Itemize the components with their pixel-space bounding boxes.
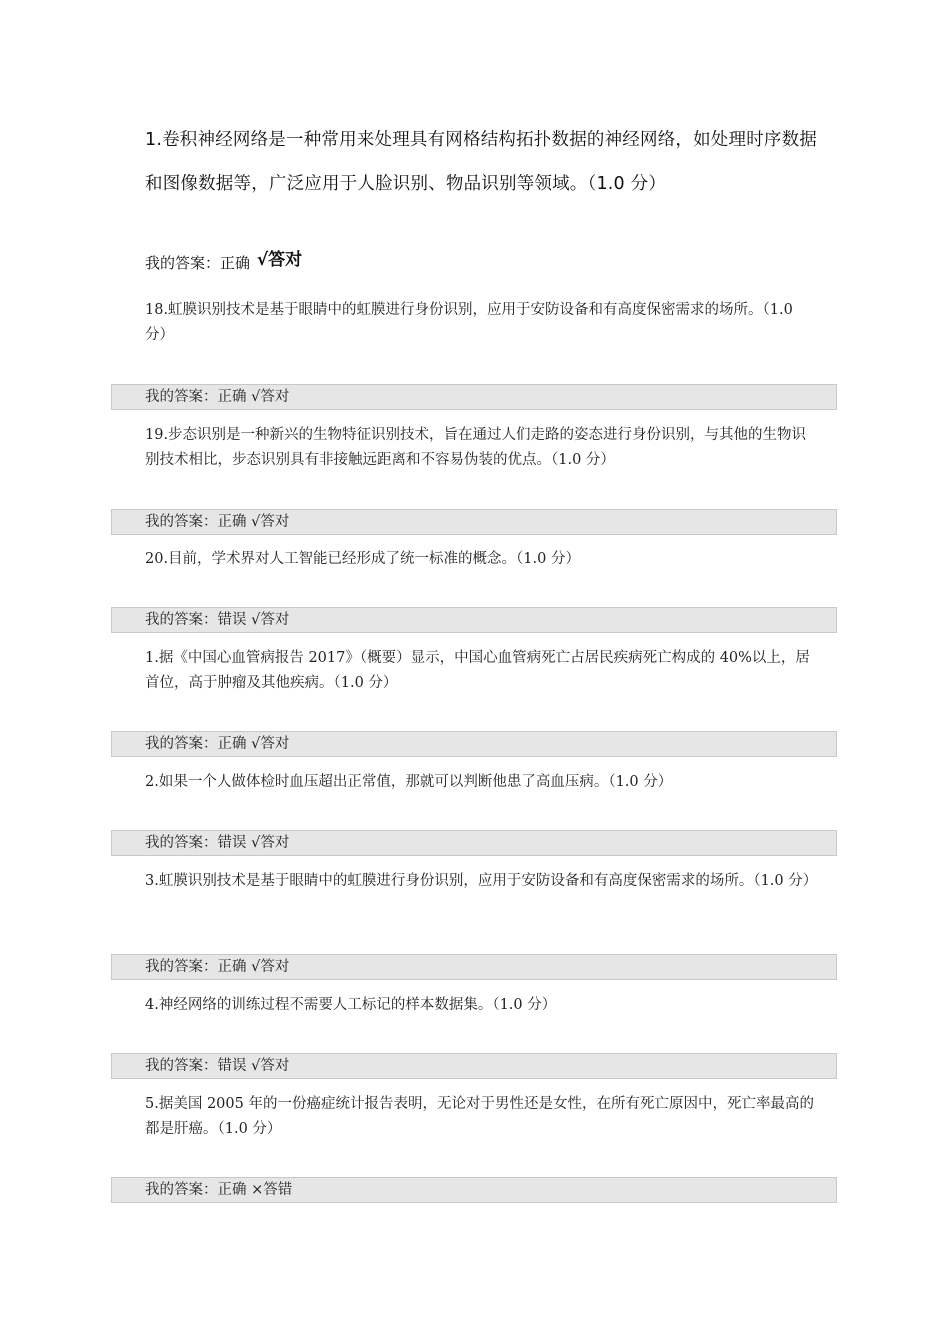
answer-text: 我的答案：正确 √答对 — [145, 514, 290, 530]
question-text: 4.神经网络的训练过程不需要人工标记的样本数据集。（1.0 分） — [145, 997, 557, 1013]
answer-text: 我的答案：正确 ×答错 — [145, 1182, 293, 1198]
question-text: 1.卷积神经网络是一种常用来处理具有网格结构拓扑数据的神经网络，如处理时序数据和图像数据等，广泛应用于人脸识别、物品识别等领域。（1.0 分） — [145, 130, 817, 194]
answer-text: 我的答案：正确 √答对 — [145, 959, 290, 975]
question-text: 1.据《中国心血管病报告 2017》（概要）显示，中国心血管病死亡占居民疾病死亡构成的 40%以上，居首位，高于肿瘤及其他疾病。（1.0 分） — [145, 650, 810, 691]
question-text: 2.如果一个人做体检时血压超出正常值，那就可以判断他患了高血压病。（1.0 分） — [145, 774, 673, 790]
answer-line — [145, 248, 302, 273]
answer-text: 我的答案：错误 √答对 — [145, 1058, 290, 1074]
question-text: 5.据美国 2005 年的一份癌症统计报告表明，无论对于男性还是女性，在所有死亡原因中，死亡率最高的都是肝癌。（1.0 分） — [145, 1096, 814, 1137]
answer-bar — [111, 830, 837, 856]
answer-label: 我的答案：正确 — [145, 254, 251, 272]
answer-bar — [111, 384, 837, 410]
question-text: 19.步态识别是一种新兴的生物特征识别技术，旨在通过人们走路的姿态进行身份识别，与其他的生物识别技术相比，步态识别具有非接触远距离和不容易伪装的优点。（1.0 分） — [145, 427, 807, 468]
answer-text: 我的答案：正确 √答对 — [145, 736, 290, 752]
answer-bar — [111, 731, 837, 757]
answer-bar — [111, 607, 837, 633]
answer-bar — [111, 1053, 837, 1079]
question-text: 18.虹膜识别技术是基于眼睛中的虹膜进行身份识别，应用于安防设备和有高度保密需求的场所。（1.0 分） — [145, 302, 793, 343]
answer-bar — [111, 1177, 837, 1203]
answer-bar — [111, 509, 837, 535]
answer-result: √答对 — [256, 250, 303, 270]
answer-text: 我的答案：正确 √答对 — [145, 389, 290, 405]
question-text: 20.目前，学术界对人工智能已经形成了统一标准的概念。（1.0 分） — [145, 551, 580, 567]
answer-text: 我的答案：错误 √答对 — [145, 612, 290, 628]
answer-bar — [111, 954, 837, 980]
answer-text: 我的答案：错误 √答对 — [145, 835, 290, 851]
question-text: 3.虹膜识别技术是基于眼睛中的虹膜进行身份识别，应用于安防设备和有高度保密需求的场所。（1.0 分） — [145, 873, 818, 889]
